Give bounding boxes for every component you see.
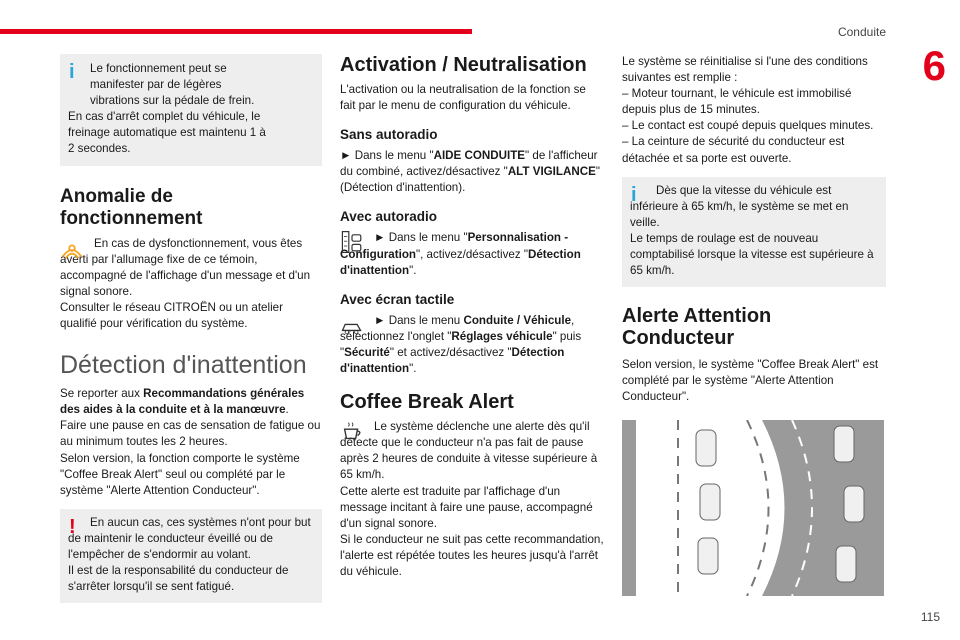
avec-autoradio-title: Avec autoradio	[340, 209, 438, 225]
reinit-condition-2: – Le contact est coupé depuis quelques minutes.	[622, 119, 874, 133]
info-icon: i	[69, 61, 75, 83]
coffee-title: Coffee Break Alert	[340, 391, 514, 414]
info-box	[60, 54, 322, 166]
warning-icon: !	[69, 515, 76, 538]
coffee-icon	[340, 419, 364, 443]
alerte-text: Selon version, le système "Coffee Break Alert" est complété par le système "Alerte Attention Conducteur".	[622, 358, 879, 404]
info-icon: i	[631, 183, 637, 206]
reinit-condition-3: – La ceinture de sécurité du conducteur est détachée et sa porte est ouverte.	[622, 135, 845, 165]
column-left	[60, 54, 322, 603]
info2-text-2: Le temps de roulage est de nouveau comptabilisé lorsque la vitesse est supérieure à 65 km/h.	[630, 231, 874, 278]
info2-text-1: Dès que la vitesse du véhicule est inférieure à 65 km/h, le système se met en veille.	[630, 183, 849, 229]
page-number: 115	[920, 610, 940, 624]
coffee-paragraph-3: Si le conducteur ne suit pas cette recommandation, l'alerte est répétée toutes les heures jusqu'à l'arrêt du véhicule.	[340, 532, 604, 578]
lane-drawing	[622, 420, 884, 596]
sans-autoradio-text: ► Dans le menu "AIDE CONDUITE" de l'afficheur du combiné, activez/désactivez "ALT VIGILANCE" (Détection d'inattention).	[340, 149, 600, 195]
detection-title: Détection d'inattention	[60, 351, 307, 380]
reinit-intro: Le système se réinitialise si l'une des conditions suivantes est remplie :	[622, 55, 868, 85]
car-settings-icon	[340, 315, 364, 339]
ecran-tactile-title: Avec écran tactile	[340, 291, 455, 307]
header-accent-bar	[0, 29, 472, 34]
column-middle	[340, 54, 604, 580]
info-box-2	[622, 177, 886, 288]
avec-autoradio-text: ► Dans le menu "Personnalisation - Configuration", activez/désactivez "Détection d'inattention".	[340, 231, 581, 277]
section-title: Conduite	[837, 25, 886, 39]
sans-autoradio-title: Sans autoradio	[340, 127, 438, 143]
info-text-2: En cas d'arrêt complet du véhicule, le freinage automatique est maintenu 1 à 2 secondes.	[68, 110, 266, 156]
warning-box	[60, 509, 322, 603]
detection-paragraph-2: Faire une pause en cas de sensation de fatigue ou au minimum toutes les 2 heures.	[60, 419, 321, 449]
anomaly-text: En cas de dysfonctionnement, vous êtes averti par l'allumage fixe de ce témoin, accompagné de l'affichage d'un message et d'un signal sonore.	[60, 236, 311, 298]
coffee-paragraph-1: Le système déclenche une alerte dès qu'il détecte que le conducteur n'a pas fait de pause après 2 heures de conduite à vitesse supérieure à 65 km/h.	[340, 420, 598, 482]
activation-title: Activation / Neutralisation	[340, 54, 587, 76]
chapter-number: 6	[922, 42, 946, 89]
driver-alert-icon	[60, 238, 84, 262]
menu-icon	[340, 230, 364, 254]
warning-text-2: Il est de la responsabilité du conducteur de s'arrêter lorsqu'il se sent fatigué.	[68, 564, 289, 594]
anomaly-text-2: Consulter le réseau CITROËN ou un atelier qualifié pour vérification du système.	[60, 300, 283, 331]
coffee-paragraph-2: Cette alerte est traduite par l'affichage d'un message incitant à faire une pause, accompagné d'un signal sonore.	[340, 484, 593, 530]
anomaly-title: Anomalie de fonctionnement	[60, 185, 203, 229]
info-text-1: Le fonctionnement peut se manifester par de légères vibrations sur la pédale de frein.	[90, 62, 255, 108]
reinit-condition-1: – Moteur tournant, le véhicule est immobilisé depuis plus de 15 minutes.	[622, 87, 852, 117]
alerte-title: Alerte Attention Conducteur	[622, 305, 772, 350]
detection-paragraph-1: Se reporter aux Recommandations générales des aides à la conduite et à la manœuvre.	[60, 387, 305, 417]
ecran-tactile-text: ► Dans le menu Conduite / Véhicule, sélectionnez l'onglet "Réglages véhicule" puis "Sécurité" et activez/désactivez "Détection d'inattention".	[340, 313, 582, 376]
column-right	[622, 54, 886, 596]
anomaly-section	[60, 186, 322, 333]
activation-text: L'activation ou la neutralisation de la fonction se fait par le menu de configuration du véhicule.	[340, 83, 586, 113]
detection-paragraph-3: Selon version, la fonction comporte le système "Coffee Break Alert" seul ou complété par le système "Alerte Attention Conducteur".	[60, 451, 300, 497]
lane-illustration	[622, 420, 884, 596]
warning-text-1: En aucun cas, ces systèmes n'ont pour but de maintenir le conducteur éveillé ou de l'empêcher de s'endormir au volant.	[68, 515, 311, 561]
